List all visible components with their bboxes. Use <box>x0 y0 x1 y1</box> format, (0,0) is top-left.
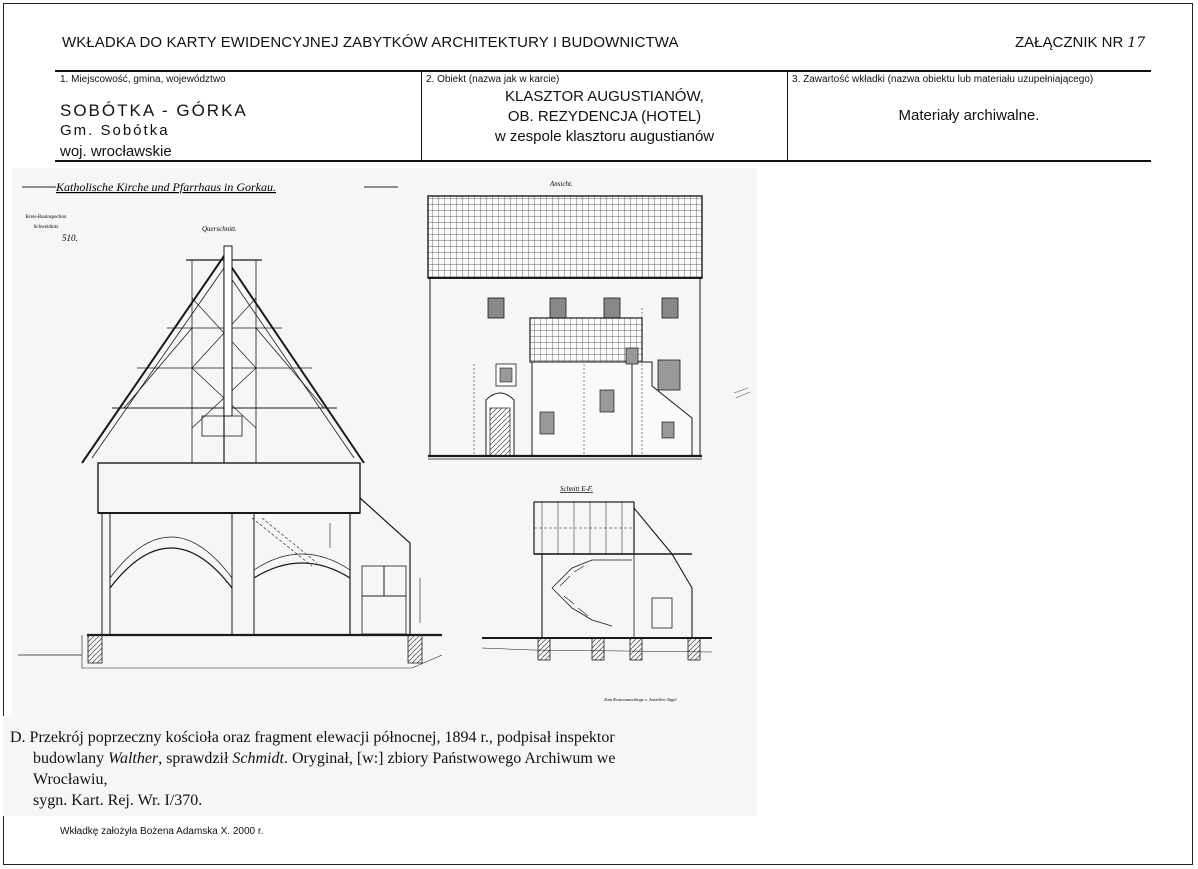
object-name-line2: OB. REZYDENCJA (HOTEL) <box>507 108 702 125</box>
caption-line2-text: , sprawdził <box>158 750 233 767</box>
caption-line4: sygn. Kart. Rej. Wr. I/370. <box>33 792 203 809</box>
caption-line3: Wrocławiu, <box>33 771 108 788</box>
object-name-line3: w zespole klasztoru augustianów <box>494 128 715 145</box>
document-title: WKŁADKA DO KARTY EWIDENCYJNEJ ZABYTKÓW ARCHITEKTURY I BUDOWNICTWA <box>62 34 679 51</box>
cross-section-label: Querschnitt. <box>202 225 237 233</box>
caption-line1: D. Przekrój poprzeczny kościoła oraz fragment elewacji północnej, 1894 r., podpisał inspektor <box>10 729 615 746</box>
drawing-svg <box>12 168 757 716</box>
location-commune: Gm. Sobótka <box>60 122 170 139</box>
section-ef-drawing <box>482 502 712 660</box>
location-label: 1. Miejscowość, gmina, województwo <box>60 74 226 85</box>
object-label: 2. Obiekt (nazwa jak w karcie) <box>426 74 560 85</box>
caption-line2-text: budowlany <box>33 750 109 767</box>
inspector-name: Walther <box>108 750 159 767</box>
caption-line2 <box>10 748 710 769</box>
drawing-caption <box>10 727 710 811</box>
location-voivodeship: woj. wrocławskie <box>60 143 172 160</box>
footer-author: Wkładkę założyła Bożena Adamska X. 2000 r. <box>60 826 264 837</box>
annex-number <box>1015 34 1145 51</box>
caption-line2-text: . Oryginał, [w:] zbiory Państwowego Archiwum we <box>283 750 616 767</box>
annex-value: 17 <box>1127 35 1146 51</box>
bottom-note: Zum Kostenanschlage v. Anstellen Tagel <box>604 697 677 702</box>
annex-label: ZAŁĄCZNIK NR <box>1015 34 1124 51</box>
stamp-line3: 510. <box>62 233 78 243</box>
stamp-line1: Kreis-Bauinspection <box>25 215 67 220</box>
stamp-line2: Schweidnitz <box>33 225 59 230</box>
cross-section-drawing <box>18 246 442 668</box>
object-name-line1: KLASZTOR AUGUSTIANÓW, <box>505 88 704 105</box>
inspection-stamp <box>25 215 77 243</box>
archival-drawing <box>12 168 757 716</box>
elevation-label: Ansicht. <box>550 180 573 188</box>
location-name: SOBÓTKA - GÓRKA <box>60 101 248 120</box>
drawing-title: Katholische Kirche und Pfarrhaus in Gorkau. <box>56 180 276 194</box>
elevation-drawing <box>428 196 702 459</box>
table-bottom-rule <box>55 160 1151 162</box>
contents-value: Materiały archiwalne. <box>898 107 1040 124</box>
stray-mark <box>734 388 750 398</box>
checker-name: Schmidt <box>232 750 284 767</box>
drawing-title-group <box>22 180 398 194</box>
contents-label: 3. Zawartość wkładki (nazwa obiektu lub materiału uzupełniającego) <box>792 74 1094 85</box>
section-ef-label: Schnitt E-F. <box>560 485 593 493</box>
table-top-rule <box>55 70 1151 72</box>
